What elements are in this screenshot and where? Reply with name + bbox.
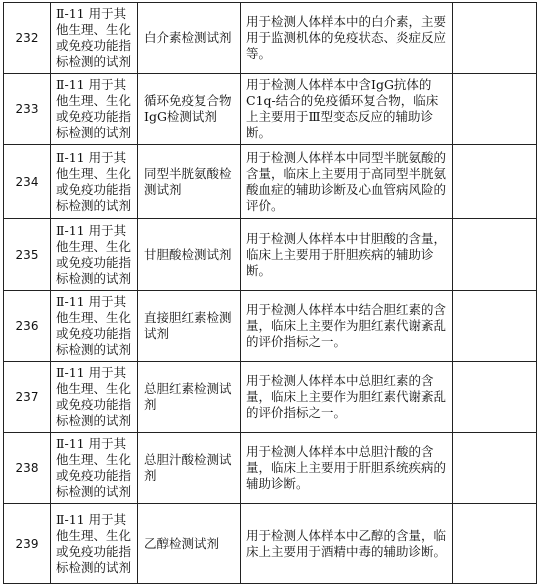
category-line: 他生理、生化 [56, 93, 132, 108]
empty-cell [453, 291, 537, 362]
empty-cell [453, 145, 537, 219]
catalog-table [3, 2, 537, 584]
category-line: 或免疫功能指 [56, 38, 132, 53]
row-number: 237 [4, 362, 51, 433]
category-line: 或免疫功能指 [56, 326, 132, 341]
product-description: 用于检测人体样本中含IgG抗体的C1q-结合的免疫循环复合物，临床上主要用于Ⅲ型变态反应的辅助诊断。 [241, 74, 453, 145]
product-description: 用于检测人体样本中甘胆酸的含量，临床上主要用于肝胆疾病的辅助诊断。 [241, 219, 453, 291]
product-description: 用于检测人体样本中同型半胱氨酸的含量，临床上主要用于高同型半胱氨酸血症的辅助诊断及心血管病风险的评价。 [241, 145, 453, 219]
empty-cell [453, 219, 537, 291]
product-description: 用于检测人体样本中的白介素，主要用于监测机体的免疫状态、炎症反应等。 [241, 3, 453, 74]
table-row [4, 504, 537, 584]
row-number: 235 [4, 219, 51, 291]
category-line: 标检测的试剂 [56, 559, 132, 575]
product-name: 乙醇检测试剂 [138, 504, 241, 584]
table-row [4, 219, 537, 291]
category-line: 他生理、生化 [56, 22, 132, 37]
product-description: 用于检测人体样本中结合胆红素的含量，临床上主要作为胆红素代谢紊乱的评价指标之一。 [241, 291, 453, 362]
category-line: Ⅱ-11 用于其 [56, 6, 127, 21]
empty-cell [453, 433, 537, 504]
product-name: 甘胆酸检测试剂 [138, 219, 241, 291]
product-name: 总胆红素检测试剂 [138, 362, 241, 433]
row-number: 234 [4, 145, 51, 219]
empty-cell [453, 362, 537, 433]
catalog-table-body [4, 3, 537, 584]
category-line: 或免疫功能指 [56, 397, 132, 412]
table-row [4, 433, 537, 504]
category-line: 或免疫功能指 [56, 181, 132, 197]
row-number: 238 [4, 433, 51, 504]
category-line: 或免疫功能指 [56, 543, 132, 559]
category-line: Ⅱ-11 用于其 [56, 222, 127, 238]
table-row [4, 3, 537, 74]
product-name: 总胆汁酸检测试剂 [138, 433, 241, 504]
category-line: Ⅱ-11 用于其 [56, 436, 127, 451]
category-line: 或免疫功能指 [56, 109, 132, 124]
category-line: 标检测的试剂 [56, 54, 132, 69]
category-line: Ⅱ-11 用于其 [56, 77, 127, 92]
row-number: 232 [4, 3, 51, 74]
empty-cell [453, 504, 537, 584]
category-line: 他生理、生化 [56, 165, 132, 181]
category-cell [51, 74, 138, 145]
row-number: 233 [4, 74, 51, 145]
product-name: 白介素检测试剂 [138, 3, 241, 74]
category-line: 他生理、生化 [56, 238, 132, 254]
category-line: 标检测的试剂 [56, 197, 132, 213]
category-cell [51, 145, 138, 219]
category-cell [51, 291, 138, 362]
category-line: Ⅱ-11 用于其 [56, 511, 127, 527]
category-cell [51, 362, 138, 433]
table-row [4, 362, 537, 433]
product-name: 同型半胱氨酸检测试剂 [138, 145, 241, 219]
product-name: 直接胆红素检测试剂 [138, 291, 241, 362]
category-cell [51, 504, 138, 584]
category-line: 或免疫功能指 [56, 468, 132, 483]
table-row [4, 74, 537, 145]
category-cell [51, 3, 138, 74]
product-description: 用于检测人体样本中总胆汁酸的含量，临床上主要用于肝胆系统疾病的辅助诊断。 [241, 433, 453, 504]
category-cell [51, 433, 138, 504]
table-row [4, 145, 537, 219]
category-line: 标检测的试剂 [56, 125, 132, 140]
category-line: 标检测的试剂 [56, 413, 132, 428]
category-cell [51, 219, 138, 291]
category-line: 他生理、生化 [56, 381, 132, 396]
category-line: 标检测的试剂 [56, 270, 132, 286]
category-line: 他生理、生化 [56, 310, 132, 325]
category-line: 他生理、生化 [56, 452, 132, 467]
table-row [4, 291, 537, 362]
category-line: 标检测的试剂 [56, 484, 132, 499]
category-line: Ⅱ-11 用于其 [56, 365, 127, 380]
category-line: Ⅱ-11 用于其 [56, 294, 127, 309]
category-line: Ⅱ-11 用于其 [56, 149, 127, 165]
empty-cell [453, 3, 537, 74]
category-line: 他生理、生化 [56, 527, 132, 543]
row-number: 239 [4, 504, 51, 584]
product-description: 用于检测人体样本中总胆红素的含量，临床上主要作为胆红素代谢紊乱的评价指标之一。 [241, 362, 453, 433]
product-name: 循环免疫复合物IgG检测试剂 [138, 74, 241, 145]
empty-cell [453, 74, 537, 145]
row-number: 236 [4, 291, 51, 362]
product-description: 用于检测人体样本中乙醇的含量，临床上主要用于酒精中毒的辅助诊断。 [241, 504, 453, 584]
category-line: 或免疫功能指 [56, 254, 132, 270]
category-line: 标检测的试剂 [56, 342, 132, 357]
